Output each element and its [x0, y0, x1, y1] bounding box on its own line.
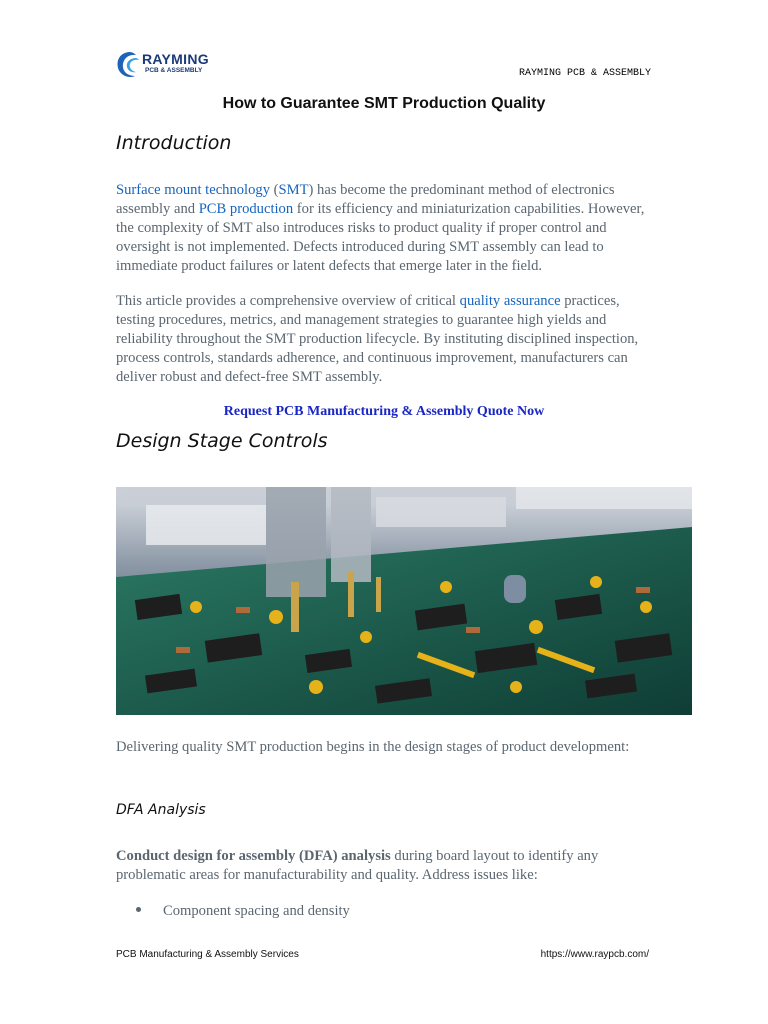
footer-services: PCB Manufacturing & Assembly Services [116, 949, 299, 960]
bullet-icon [136, 907, 141, 912]
link-pcb-production[interactable]: PCB production [198, 201, 294, 217]
list-item: Component spacing and density [136, 903, 350, 920]
dfa-heading: DFA Analysis [116, 802, 206, 818]
intro-paragraph-2: This article provides a comprehensive overview of critical quality assurance practices, testing procedures, metrics, and management strategies to guarantee high yields and reliability throughout the SMT production lifecycle. By instituting disciplined inspection, process controls, standards adherence, and continuous improvement, manufacturers can deliver robust and defect-free SMT assembly. [116, 293, 639, 385]
intro-heading: Introduction [116, 132, 232, 154]
footer-url[interactable]: https://www.raypcb.com/ [540, 949, 649, 960]
logo-swirl-icon [116, 50, 142, 80]
design-paragraph: Delivering quality SMT production begins in the design stages of product development: [116, 739, 630, 755]
header-company: RAYMING PCB & ASSEMBLY [518, 68, 651, 79]
pcb-assembly-photo [116, 487, 692, 715]
dfa-paragraph: Conduct design for assembly (DFA) analysis during board layout to identify any problematic areas for manufacturability and quality. Address issues like: [116, 848, 599, 883]
link-surface-mount-technology[interactable]: Surface mount technology [116, 182, 271, 198]
company-logo [116, 48, 216, 82]
link-smt[interactable]: SMT [278, 182, 309, 198]
request-quote-link[interactable]: Request PCB Manufacturing & Assembly Quote Now [223, 404, 545, 419]
design-heading: Design Stage Controls [116, 430, 328, 452]
logo-name: RAYMING [142, 51, 209, 67]
page-title: How to Guarantee SMT Production Quality [222, 95, 546, 112]
link-quality-assurance[interactable]: quality assurance [459, 293, 561, 309]
intro-paragraph-1: Surface mount technology (SMT) has become the predominant method of electronics assembly and PCB production for its efficiency and miniaturization capabilities. However, the complexity of SMT also introduces risks to product quality if proper control and oversight is not implemented. Defects introduced during SMT assembly can lead to immediate product failures or latent defects that emerge later in the field. [116, 182, 645, 274]
logo-subtitle: PCB & ASSEMBLY [145, 67, 203, 74]
